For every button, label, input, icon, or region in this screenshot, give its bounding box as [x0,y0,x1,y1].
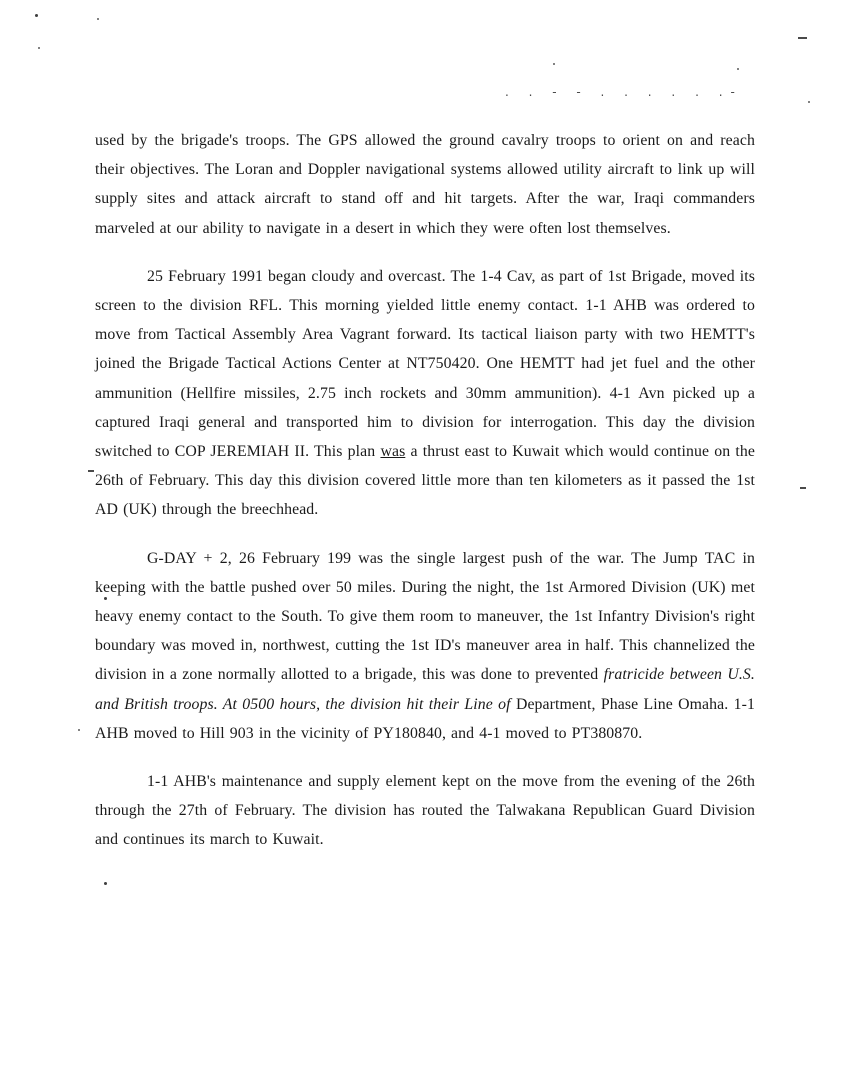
paragraph-text: G-DAY + 2, 26 February 199 was the single largest push of the war. The Jump TAC in keeping with the battle pushed over 50 miles. During the night, the 1st Armored Division (UK) met heavy enemy contact to the South. To give them room to maneuver, the 1st Infantry Division's right boundary was moved in, northwest, cutting the 1st ID's maneuver area in half. This channelized the division in a zone normally allotted to a brigade, this was done to prevented [95,549,755,684]
scan-artifact-marks: . . - - . . . . . .- [505,85,743,99]
italic-text-run: fratricide between U.S. and British troops. At 0500 hours, the division hit their Line of [95,666,755,713]
scan-artifact-dot [97,18,99,20]
scan-artifact-dot [553,63,555,65]
document-body [95,126,755,874]
scan-artifact-dot [38,47,40,49]
scan-artifact-dot [104,882,107,885]
scan-artifact-dot [78,729,80,731]
scan-artifact-dot [808,101,810,103]
paragraph-text: Department, Phase Line Omaha. 1-1 AHB moved to Hill 903 in the vicinity of PY180840, and 4-1 moved to PT380870. [95,695,755,742]
scan-artifact-dot [737,68,739,70]
scan-artifact-dash [800,487,806,489]
paragraph-text: 25 February 1991 began cloudy and overcast. The 1-4 Cav, as part of 1st Brigade, moved its screen to the division RFL. This morning yielded little enemy contact. 1-1 AHB was ordered to move from Tactical Assembly Area Vagrant forward. Its tactical liaison party with two HEMTT's joined the Brigade Tactical Actions Center at NT750420. One HEMTT had jet fuel and the other ammunition (Hellfire missiles, 2.75 inch rockets and 30mm ammunition). 4-1 Avn picked up a captured Iraqi general and transported him to division for interrogation. This day the division switched to COP JEREMIAH II. This plan [95,267,755,461]
paragraph-g-day-2 [95,544,755,748]
scan-artifact-dot [35,14,38,17]
scan-artifact-dash [798,37,807,39]
scan-artifact-dash [88,470,94,472]
paragraph-maintenance-supply: 1-1 AHB's maintenance and supply element kept on the move from the evening of the 26th through the 27th of February. The division has routed the Talwakana Republican Guard Division and continues its march to Kuwait. [95,773,755,849]
underlined-word: was [380,443,406,461]
paragraph-text: a thrust east to Kuwait which would continue on the 26th of February. This day this division covered little more than ten kilometers as it passed the 1st AD (UK) through the breechhead. [95,443,756,519]
paragraph-gps-navigation: used by the brigade's troops. The GPS allowed the ground cavalry troops to orient on and reach their objectives. The Loran and Doppler navigational systems allowed utility aircraft to link up will supply sites and attack aircraft to stand off and hit targets. After the war, Iraqi commanders marveled at our ability to navigate in a desert in which they were often lost themselves. [95,132,755,237]
paragraph-25-february [95,262,755,525]
